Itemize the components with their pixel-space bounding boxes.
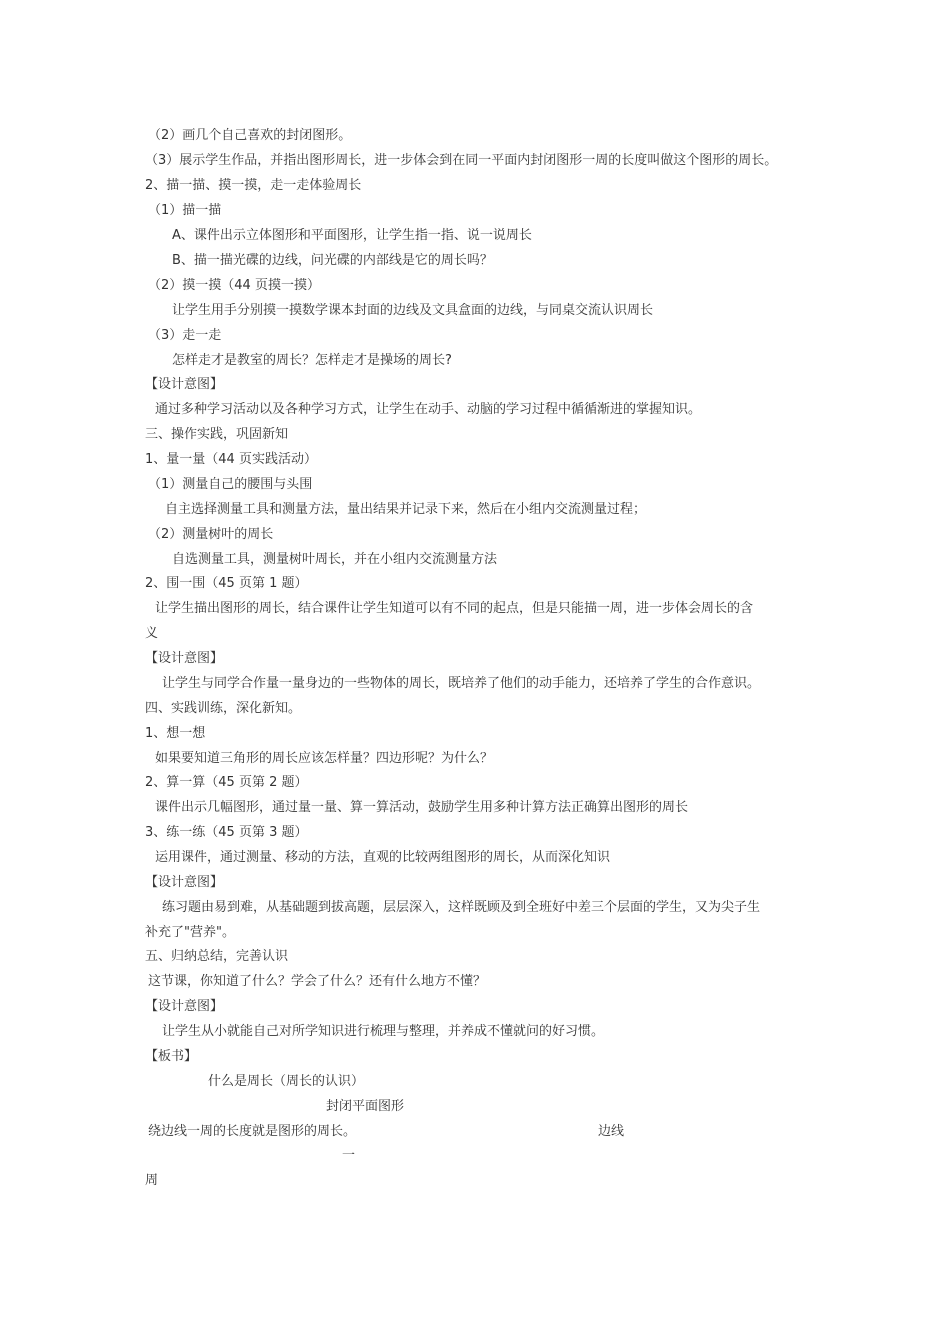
section-heading: 五、归纳总结，完善认识 bbox=[145, 949, 289, 964]
section-heading: 2、算一算（45 页第 2 题） bbox=[145, 775, 308, 790]
text-line: （2）画几个自己喜欢的封闭图形。 bbox=[148, 128, 352, 143]
text-line: 运用课件，通过测量、移动的方法，直观的比较两组图形的周长，从而深化知识 bbox=[155, 850, 611, 865]
board-text: 封闭平面图形 bbox=[326, 1099, 405, 1114]
text-line: 补充了"营养"。 bbox=[145, 925, 235, 940]
text-line: 怎样走才是教室的周长？怎样走才是操场的周长? bbox=[172, 353, 452, 368]
text-line: 这节课，你知道了什么？学会了什么？还有什么地方不懂？ bbox=[148, 974, 487, 989]
section-heading: 3、练一练（45 页第 3 题） bbox=[145, 825, 308, 840]
text-line: 自主选择测量工具和测量方法，量出结果并记录下来，然后在小组内交流测量过程； bbox=[165, 502, 647, 517]
text-line: （2）测量树叶的周长 bbox=[148, 527, 274, 542]
section-heading: 四、实践训练，深化新知。 bbox=[145, 701, 302, 716]
text-line: （1）测量自己的腰围与头围 bbox=[148, 477, 313, 492]
text-line: 义 bbox=[145, 626, 159, 641]
board-title: 什么是周长（周长的认识） bbox=[208, 1074, 365, 1089]
text-line: 练习题由易到难，从基础题到拔高题，层层深入，这样既顾及到全班好中差三个层面的学生，又为尖子生 bbox=[162, 900, 761, 915]
design-intent-label: 【设计意图】 bbox=[145, 875, 224, 890]
text-line: 通过多种学习活动以及各种学习方式，让学生在动手、动脑的学习过程中循循渐进的掌握知识。 bbox=[155, 402, 702, 417]
design-intent-label: 【设计意图】 bbox=[145, 999, 224, 1014]
text-line: （3）展示学生作品，并指出图形周长，进一步体会到在同一平面内封闭图形一周的长度叫做这个图形的周长。 bbox=[145, 153, 778, 168]
board-text: 一 bbox=[342, 1148, 356, 1163]
board-text: 绕边线一周的长度就是图形的周长。 bbox=[148, 1124, 357, 1139]
section-heading: 2、描一描、摸一摸，走一走体验周长 bbox=[145, 178, 362, 193]
text-line: （2）摸一摸（44 页摸一摸） bbox=[148, 278, 320, 293]
design-intent-label: 【设计意图】 bbox=[145, 377, 224, 392]
text-line: A、课件出示立体图形和平面图形，让学生指一指、说一说周长 bbox=[172, 228, 532, 243]
board-text: 周 bbox=[145, 1173, 159, 1188]
section-heading: 2、围一围（45 页第 1 题） bbox=[145, 576, 308, 591]
text-line: （3）走一走 bbox=[148, 328, 222, 343]
text-line: 让学生与同学合作量一量身边的一些物体的周长，既培养了他们的动手能力，还培养了学生的合作意识。 bbox=[162, 676, 761, 691]
board-text: 边线 bbox=[598, 1124, 625, 1139]
text-line: 课件出示几幅图形，通过量一量、算一算活动，鼓励学生用多种计算方法正确算出图形的周长 bbox=[155, 800, 689, 815]
text-line: 让学生从小就能自己对所学知识进行梳理与整理，并养成不懂就问的好习惯。 bbox=[162, 1024, 605, 1039]
design-intent-label: 【设计意图】 bbox=[145, 651, 224, 666]
text-line: 让学生用手分别摸一摸数学课本封面的边线及文具盒面的边线，与同桌交流认识周长 bbox=[172, 303, 654, 318]
text-line: 自选测量工具，测量树叶周长，并在小组内交流测量方法 bbox=[172, 552, 498, 567]
text-line: B、描一描光碟的边线，问光碟的内部线是它的周长吗？ bbox=[172, 253, 493, 268]
text-line: （1）描一描 bbox=[148, 203, 222, 218]
section-heading: 1、想一想 bbox=[145, 726, 206, 741]
board-label: 【板书】 bbox=[145, 1049, 198, 1064]
section-heading: 1、量一量（44 页实践活动） bbox=[145, 452, 317, 467]
text-line: 让学生描出图形的周长，结合课件让学生知道可以有不同的起点，但是只能描一周，进一步体会周长的含 bbox=[155, 601, 754, 616]
text-line: 如果要知道三角形的周长应该怎样量？四边形呢？为什么？ bbox=[155, 751, 494, 766]
section-heading: 三、操作实践，巩固新知 bbox=[145, 427, 289, 442]
